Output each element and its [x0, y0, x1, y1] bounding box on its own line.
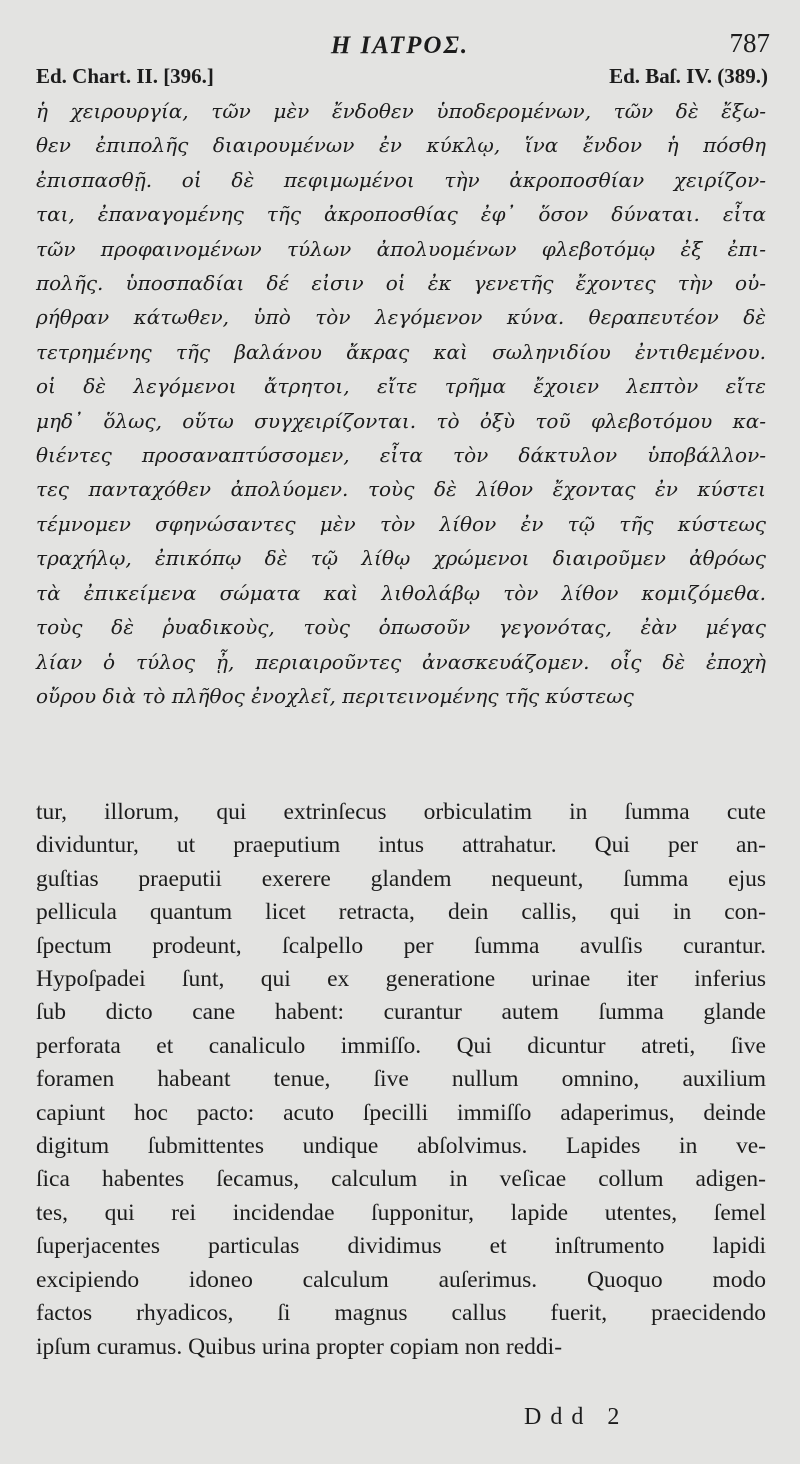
latin-text-line: foramen habeant tenue, ſive nullum omnino, auxilium	[36, 1066, 766, 1093]
latin-text-line: excipiendo idoneo calculum auſerimus. Quoquo modo	[36, 1266, 766, 1293]
page-number: 787	[729, 28, 770, 58]
greek-text-line: τοὺς δὲ ῥυαδικοὺς, τοὺς ὁπωσοῦν γεγονότας, ἐὰν μέγας	[36, 615, 766, 640]
greek-text-line: ρήθραν κάτωθεν, ὑπὸ τὸν λεγόμενον κύνα. θεραπευτέον δὲ	[36, 305, 766, 330]
edition-basel-ref: Ed. Baſ. IV. (389.)	[609, 64, 768, 88]
greek-text-line: τες πανταχόθεν ἀπολύομεν. τοὺς δὲ λίθον ἔχοντας ἐν κύστει	[36, 477, 766, 502]
latin-text-line: Hypoſpadei ſunt, qui ex generatione urinae iter inferius	[36, 966, 766, 993]
latin-text-line: ipſum curamus. Quibus urina propter copiam non reddi-	[36, 1333, 563, 1360]
latin-text-line: perforata et canaliculo immiſſo. Qui dicuntur atreti, ſive	[36, 1032, 766, 1059]
running-title: Η ΙΑΤΡΟΣ.	[330, 32, 470, 59]
greek-text-line: οὔρου διὰ τὸ πλῆθος ἐνοχλεῖ, περιτεινομένης τῆς κύστεως	[36, 683, 634, 708]
greek-text-line: λίαν ὁ τύλος ᾖ, περιαιροῦντες ἀνασκευάζομεν. οἷς δὲ ἐποχὴ	[36, 649, 766, 674]
latin-text-line: ſpectum prodeunt, ſcalpello per ſumma avulſis curantur.	[36, 932, 766, 959]
latin-text-line: dividuntur, ut praeputium intus attrahatur. Qui per an-	[36, 832, 766, 859]
latin-text-line: ſuperjacentes particulas dividimus et inſtrumento lapidi	[36, 1233, 766, 1260]
latin-text-line: factos rhyadicos, ſi magnus callus fuerit, praecidendo	[36, 1300, 766, 1327]
latin-text-line: tes, qui rei incidendae ſupponitur, lapide utentes, ſemel	[36, 1199, 766, 1226]
greek-text-line: ται, ἐπαναγομένης τῆς ἀκροποσθίας ἐφ᾽ ὅσον δύναται. εἶτα	[36, 202, 766, 227]
greek-text-block	[36, 94, 766, 713]
latin-text-line: pellicula quantum licet retracta, dein callis, qui in con-	[36, 899, 766, 926]
greek-text-line: τραχήλῳ, ἐπικόπῳ δὲ τῷ λίθῳ χρώμενοι διαιροῦμεν ἀθρόως	[36, 546, 766, 571]
greek-text-line: τετρημένης τῆς βαλάνου ἄκρας καὶ σωληνιδίου ἐντιθεμένου.	[36, 339, 766, 364]
edition-chartier-ref: Ed. Chart. II. [396.]	[36, 64, 214, 88]
greek-text-line: θιέντες προσαναπτύσσομεν, εἶτα τὸν δάκτυλον ὑποβάλλον-	[36, 443, 766, 468]
greek-text-line: τέμνομεν σφηνώσαντες μὲν τὸν λίθον ἐν τῷ τῆς κύστεως	[36, 511, 766, 536]
greek-text-line: ἡ χειρουργία, τῶν μὲν ἔνδοθεν ὑποδερομένων, τῶν δὲ ἔξω-	[36, 99, 766, 123]
latin-text-line: tur, illorum, qui extrinſecus orbiculatim in ſumma cute	[36, 799, 766, 825]
greek-text-line: τῶν προφαινομένων τύλων ἀπολυομένων φλεβοτόμῳ ἐξ ἐπι-	[36, 236, 766, 261]
latin-text-line: ſub dicto cane habent: curantur autem ſumma glande	[36, 999, 766, 1026]
greek-text-line: πολῆς. ὑποσπαδίαι δέ εἰσιν οἱ ἐκ γενετῆς ἔχοντες τὴν οὐ-	[36, 271, 766, 296]
latin-text-line: guſtias praeputii exerere glandem nequeunt, ſumma ejus	[36, 865, 766, 892]
greek-text-line: ἐπισπασθῇ. οἱ δὲ πεφιμωμένοι τὴν ἀκροποσθίαν χειρίζον-	[36, 167, 766, 192]
latin-text-line: digitum ſubmittentes undique abſolvimus. Lapides in ve-	[36, 1133, 766, 1160]
greek-text-line: οἱ δὲ λεγόμενοι ἄτρητοι, εἴτε τρῆμα ἔχοιεν λεπτὸν εἴτε	[36, 374, 766, 399]
latin-text-line: capiunt hoc pacto: acuto ſpecilli immiſſo adaperimus, deinde	[36, 1099, 766, 1126]
printer-signature-mark: Ddd 2	[524, 1404, 629, 1430]
greek-text-line: θεν ἐπιπολῆς διαιρουμένων ἐν κύκλῳ, ἵνα ἔνδον ἡ πόσθη	[36, 133, 766, 158]
latin-text-block	[36, 796, 766, 1364]
greek-text-line: μηδ᾽ ὅλως, οὕτω συγχειρίζονται. τὸ ὀξὺ τοῦ φλεβοτόμου κα-	[36, 408, 766, 433]
latin-text-line: ſica habentes ſecamus, calculum in veſicae collum adigen-	[36, 1166, 766, 1193]
greek-text-line: τὰ ἐπικείμενα σώματα καὶ λιθολάβῳ τὸν λίθον κομιζόμεθα.	[36, 580, 766, 605]
